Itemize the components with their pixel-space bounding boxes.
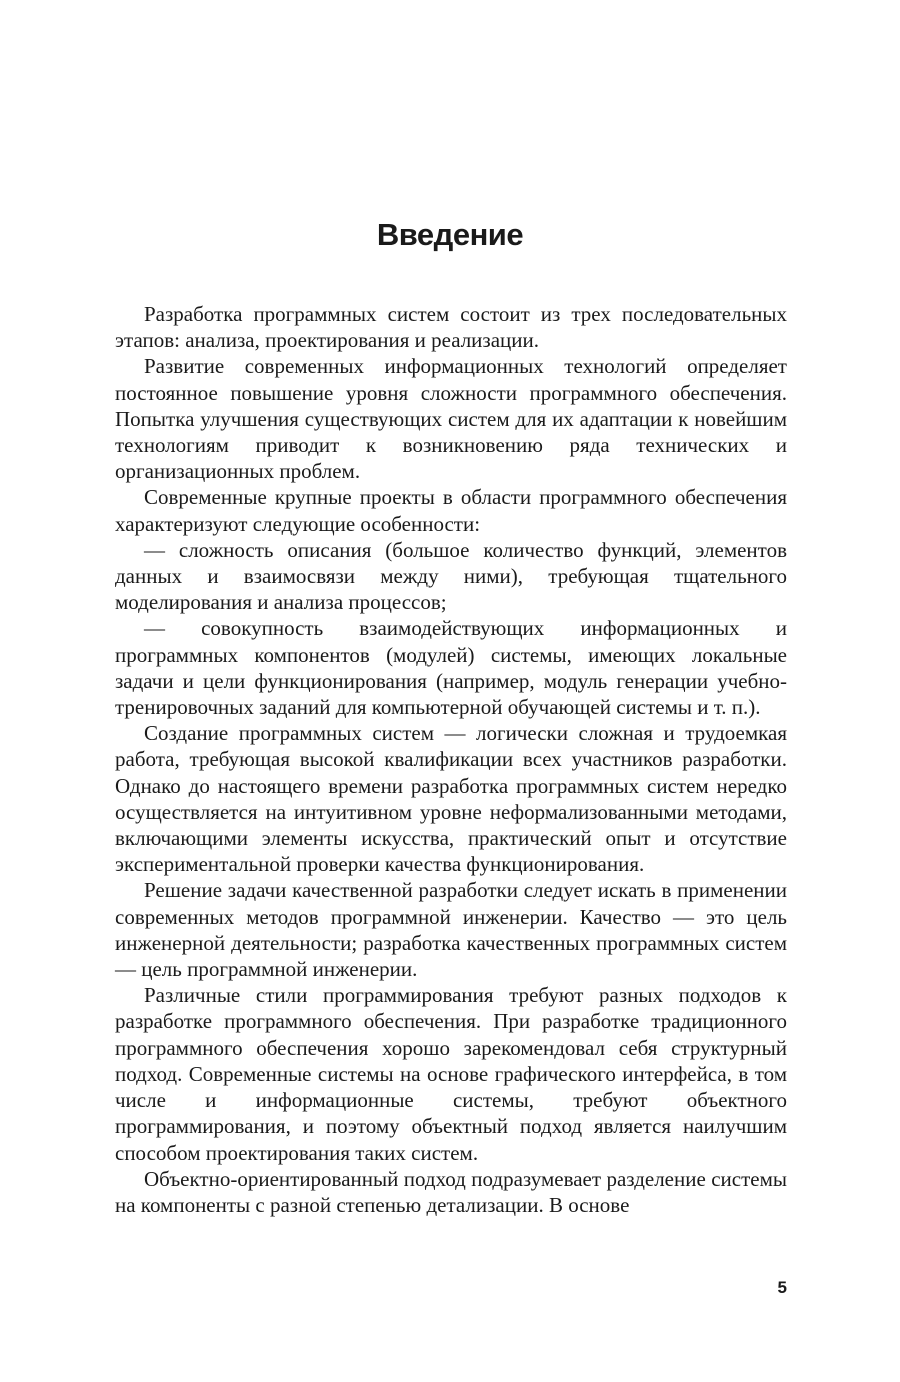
paragraph-1: Разработка программных систем состоит из трех последовательных этапов: анализа, проектирования и реализации. [115, 302, 787, 353]
paragraph-4: Создание программных систем — логически сложная и трудоемкая работа, требующая высокой квалификации всех участников разработки. Однако до настоящего времени разработка программных систем нередко осуществляется на интуитивном уровне неформализованными методами, включающими элементы искусства, практический опыт и отсутствие экспериментальной проверки качества функционирования. [115, 721, 787, 877]
chapter-title: Введение [376, 217, 524, 252]
paragraph-2: Развитие современных информационных технологий определяет постоянное повышение уровня сложности программного обеспечения. Попытка улучшения существующих систем для их адаптации к новейшим технологиям приводит к возникновению ряда технических и организационных проблем. [115, 354, 787, 484]
paragraph-5: Решение задачи качественной разработки следует искать в применении современных методов программной инженерии. Качество — это цель инженерной деятельности; разработка качественных программных систем — цель программной инженерии. [115, 878, 787, 982]
page-number: 5 [777, 1278, 787, 1297]
paragraph-6: Различные стили программирования требуют разных подходов к разработке программного обеспечения. При разработке традиционного программного обеспечения хорошо зарекомендовал себя структурный подход. Современные системы на основе графического интерфейса, в том числе и информационные системы, требуют объектного программирования, и поэтому объектный подход является наилучшим способом проектирования таких систем. [115, 983, 787, 1165]
list-item-1: — сложность описания (большое количество функций, элементов данных и взаимосвязи между ними), требующая тщательного моделирования и анализа процессов; [115, 537, 787, 615]
paragraph-7: Объектно-ориентированный подход подразумевает разделение системы на компоненты с разной степенью детализации. В основе [115, 1166, 787, 1217]
paragraph-3: Современные крупные проекты в области программного обеспечения характеризуют следующие особенности: [115, 485, 787, 536]
body-text [115, 301, 787, 1218]
list-item-2: — совокупность взаимодействующих информационных и программных компонентов (модулей) системы, имеющих локальные задачи и цели функционирования (например, модуль генерации учебно-тренировочных заданий для компьютерной обучающей системы и т. п.). [115, 616, 787, 720]
